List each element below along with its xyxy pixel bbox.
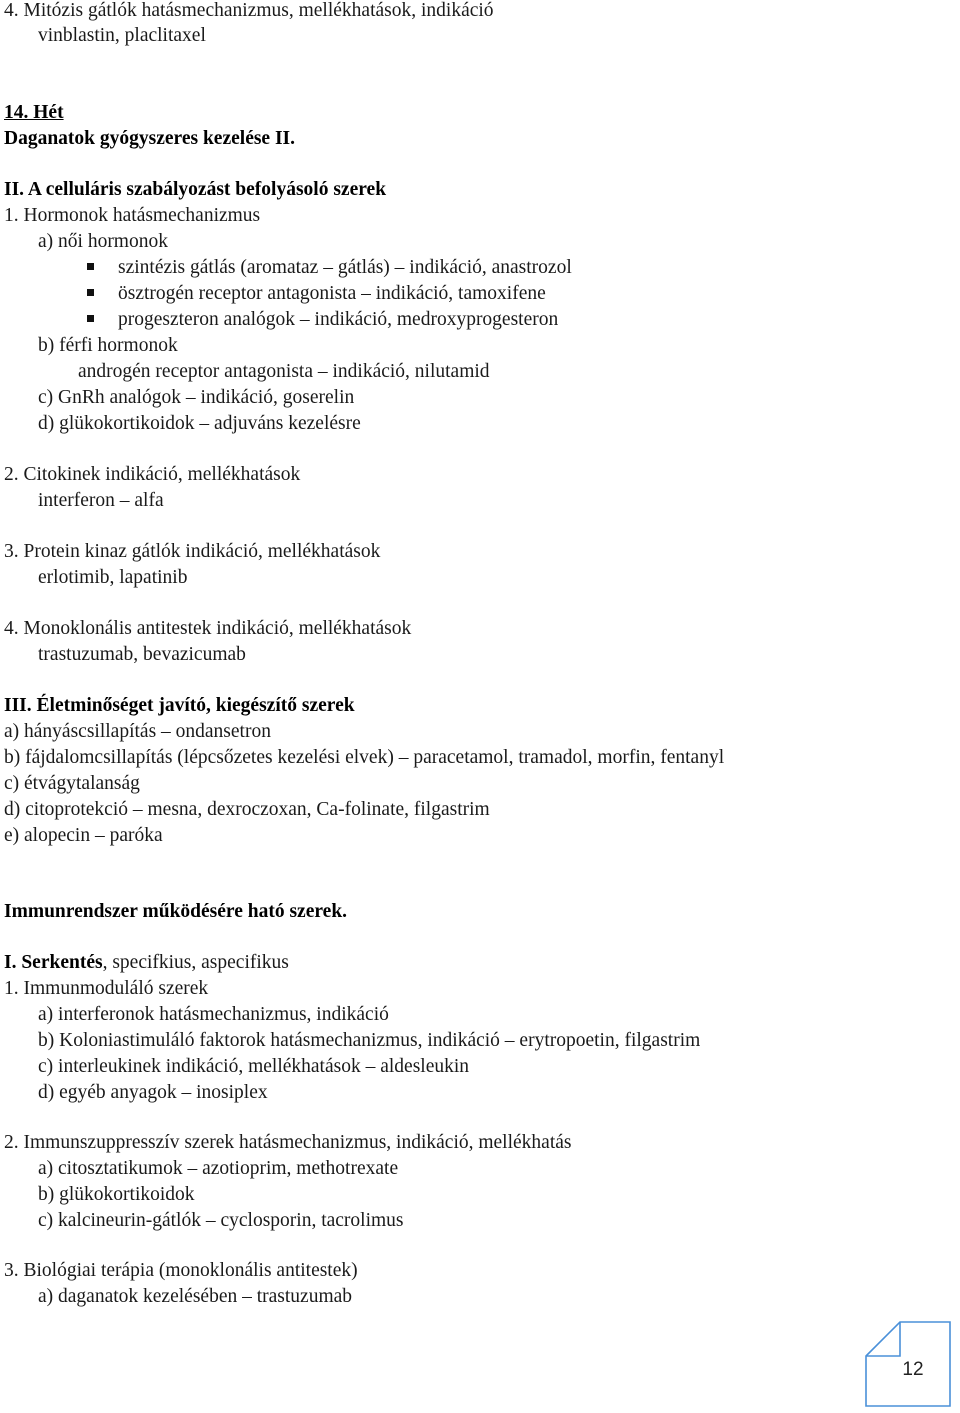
- female-hormones: a) női hormonok: [38, 231, 168, 252]
- cytokines-title: 2. Citokinek indikáció, mellékhatások: [4, 464, 301, 485]
- bullet-item: ösztrogén receptor antagonista – indikáció, tamoxifene: [118, 283, 546, 304]
- immunomodulator-item: a) interferonok hatásmechanizmus, indikáció: [38, 1004, 389, 1025]
- biological-therapy-title: 3. Biológiai terápia (monoklonális antitestek): [4, 1260, 358, 1281]
- stimulation-heading: [4, 952, 289, 974]
- kinase-inhibitors-title: 3. Protein kinaz gátlók indikáció, mellékhatások: [4, 541, 381, 562]
- male-hormones-detail: androgén receptor antagonista – indikáció, nilutamid: [78, 361, 490, 382]
- bullet-square-icon: [87, 263, 94, 270]
- part3-item: d) citoprotekció – mesna, dexroczoxan, Ca-folinate, filgastrim: [4, 799, 490, 820]
- section-4-title: 4. Mitózis gátlók hatásmechanizmus, mellékhatások, indikáció: [4, 0, 494, 21]
- bullet-item: szintézis gátlás (aromataz – gátlás) – indikáció, anastrozol: [118, 257, 572, 278]
- immunosuppressant-item: b) glükokortikoidok: [38, 1184, 195, 1205]
- gnrh-analogs: c) GnRh analógok – indikáció, goserelin: [38, 387, 355, 408]
- biological-therapy-item: a) daganatok kezelésében – trastuzumab: [38, 1286, 353, 1307]
- bullet-square-icon: [87, 315, 94, 322]
- antibodies-detail: trastuzumab, bevazicumab: [38, 644, 246, 665]
- immunomodulator-item: c) interleukinek indikáció, mellékhatások – aldesleukin: [38, 1056, 470, 1077]
- bullet-item: progeszteron analógok – indikáció, medroxyprogesteron: [118, 309, 559, 330]
- immune-title: Immunrendszer működésére ható szerek.: [4, 901, 348, 922]
- stimulation-rest: , specifkius, aspecifikus: [102, 952, 289, 973]
- section-4-drugs: vinblastin, placlitaxel: [38, 25, 206, 46]
- immunomodulators-title: 1. Immunmoduláló szerek: [4, 978, 209, 999]
- immunosuppressants-title: 2. Immunszuppresszív szerek hatásmechanizmus, indikáció, mellékhatás: [4, 1132, 572, 1153]
- immunosuppressant-item: a) citosztatikumok – azotioprim, methotrexate: [38, 1158, 399, 1179]
- kinase-inhibitors-detail: erlotimib, lapatinib: [38, 567, 188, 588]
- immunomodulator-item: d) egyéb anyagok – inosiplex: [38, 1082, 268, 1103]
- stimulation-label: I. Serkentés: [4, 952, 103, 973]
- glucocorticoids: d) glükokortikoidok – adjuváns kezelésre: [38, 413, 361, 434]
- page-number: 12: [902, 1359, 924, 1380]
- part3-item: a) hányáscsillapítás – ondansetron: [4, 721, 271, 742]
- antibodies-title: 4. Monoklonális antitestek indikáció, mellékhatások: [4, 618, 412, 639]
- part3-title: III. Életminőséget javító, kiegészítő szerek: [4, 695, 355, 716]
- week-subtitle: Daganatok gyógyszeres kezelése II.: [4, 128, 296, 149]
- cytokines-detail: interferon – alfa: [38, 490, 164, 511]
- bullet-square-icon: [87, 289, 94, 296]
- male-hormones: b) férfi hormonok: [38, 335, 178, 356]
- week-title: 14. Hét: [4, 102, 64, 123]
- part3-item: b) fájdalomcsillapítás (lépcsőzetes kezelési elvek) – paracetamol, tramadol, morfin, fentanyl: [4, 747, 725, 768]
- part3-item: e) alopecin – paróka: [4, 825, 163, 846]
- immunomodulator-item: b) Koloniastimuláló faktorok hatásmechanizmus, indikáció – erytropoetin, filgastrim: [38, 1030, 701, 1051]
- part3-item: c) étvágytalanság: [4, 773, 140, 794]
- hormones-title: 1. Hormonok hatásmechanizmus: [4, 205, 261, 226]
- part2-title: II. A celluláris szabályozást befolyásoló szerek: [4, 179, 387, 200]
- immunosuppressant-item: c) kalcineurin-gátlók – cyclosporin, tacrolimus: [38, 1210, 404, 1231]
